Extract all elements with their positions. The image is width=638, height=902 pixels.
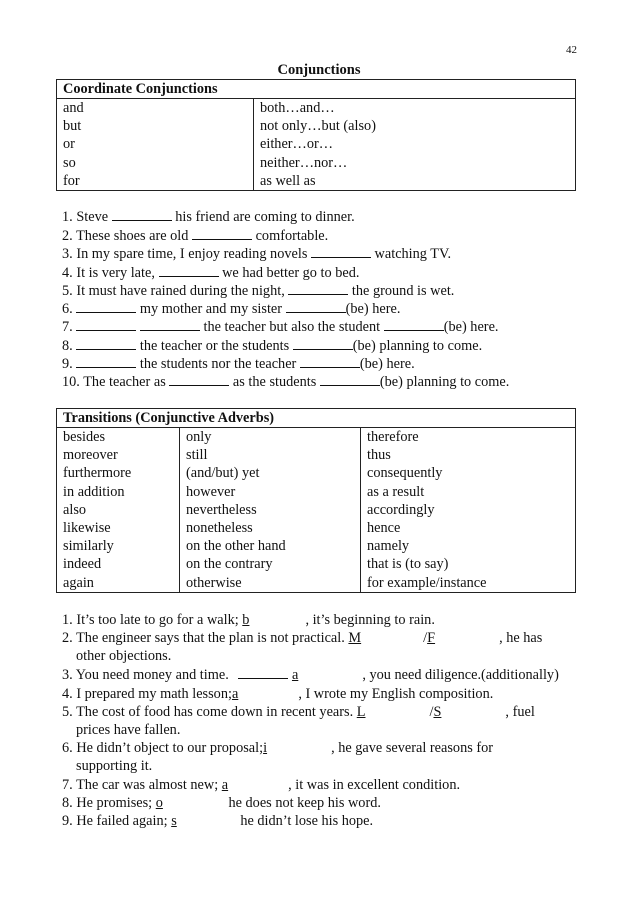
table-cell: either…or…	[254, 135, 576, 153]
hint-letter: S	[433, 704, 505, 720]
exercise-item	[62, 208, 355, 226]
answer-blank[interactable]	[76, 337, 136, 350]
item-text: his friend are coming to dinner.	[175, 209, 355, 225]
item-number: 2.	[62, 228, 73, 244]
table-row	[57, 428, 576, 447]
table-row	[57, 446, 576, 464]
item-text: comfortable.	[255, 228, 329, 244]
answer-blank[interactable]	[76, 318, 136, 331]
item-number: 7.	[62, 319, 73, 335]
table-cell: as well as	[254, 172, 576, 191]
item-text-continued: prices have fallen.	[76, 722, 181, 738]
table-row	[57, 483, 576, 501]
item-text: It must have rained during the night,	[76, 283, 285, 299]
table-cell: in addition	[63, 483, 125, 500]
answer-blank[interactable]	[169, 373, 229, 386]
exercise-item	[62, 282, 454, 300]
item-text: the teacher but also the student	[203, 319, 381, 335]
table-row	[57, 172, 576, 191]
coordinate-conjunctions-table	[56, 79, 576, 191]
item-number: 9.	[62, 356, 73, 372]
answer-blank[interactable]	[384, 318, 444, 331]
answer-blank[interactable]	[435, 630, 499, 642]
item-text: It’s too late to go for a walk;	[76, 612, 239, 628]
item-text: You need money and time.	[75, 667, 229, 683]
item-text: (be) here.	[359, 356, 415, 372]
hint-letter: s	[171, 813, 237, 829]
exercise-item	[62, 355, 415, 373]
table-cell: both…and…	[254, 99, 576, 118]
item-text: The teacher as	[83, 374, 166, 390]
item-text: , he gave several reasons for	[331, 740, 494, 756]
item-number: 3.	[62, 246, 73, 262]
table-cell: again	[63, 574, 94, 591]
table-row	[57, 117, 576, 135]
table-cell: hence	[361, 519, 576, 537]
table-cell: nonetheless	[180, 519, 361, 537]
item-text: , it was in excellent condition.	[288, 777, 461, 793]
exercise-item	[62, 776, 460, 794]
table-cell: however	[180, 483, 361, 501]
item-text: my mother and my sister	[139, 301, 283, 317]
item-text: He didn’t object to our proposal;	[76, 740, 264, 756]
hint-letter: o	[156, 795, 225, 811]
table-cell: but	[63, 118, 82, 135]
exercise-item	[62, 337, 482, 355]
table-cell: also	[63, 501, 87, 518]
table-cell: neither…nor…	[254, 154, 576, 172]
answer-blank[interactable]	[249, 612, 305, 624]
item-text: , it’s beginning to rain.	[305, 612, 435, 628]
item-text: He failed again;	[76, 813, 168, 829]
table-cell: (and/but) yet	[180, 464, 361, 482]
item-text: In my spare time, I enjoy reading novels	[76, 246, 308, 262]
item-text: These shoes are old	[76, 228, 189, 244]
separator: /	[423, 630, 428, 646]
table-row	[57, 519, 576, 537]
item-text: he didn’t lose his hope.	[240, 813, 374, 829]
table-row	[57, 574, 576, 593]
item-text: the students nor the teacher	[139, 356, 297, 372]
table-cell: nevertheless	[180, 501, 361, 519]
table-header: Coordinate Conjunctions	[57, 80, 576, 99]
table-cell: only	[180, 428, 361, 447]
answer-blank[interactable]	[311, 245, 371, 258]
answer-blank[interactable]	[192, 227, 252, 240]
table-row	[57, 464, 576, 482]
exercise-item	[62, 629, 542, 665]
item-text: he does not keep his word.	[228, 795, 381, 811]
item-text: I prepared my math lesson;	[76, 686, 232, 702]
answer-blank[interactable]	[228, 777, 288, 789]
table-cell: besides	[63, 429, 106, 445]
table-cell: consequently	[361, 464, 576, 482]
item-text: (be) planning to come.	[352, 338, 483, 354]
table-row	[57, 537, 576, 555]
table-cell: as a result	[361, 483, 576, 501]
answer-blank[interactable]	[238, 686, 298, 698]
item-text: The cost of food has come down in recent years.	[76, 704, 354, 720]
item-text: , he has	[499, 630, 543, 646]
item-text: as the students	[232, 374, 317, 390]
answer-blank[interactable]	[76, 300, 136, 313]
answer-blank[interactable]	[320, 373, 380, 386]
item-number: 6.	[62, 301, 73, 317]
item-text: the ground is wet.	[351, 283, 455, 299]
item-number: 1.	[62, 209, 73, 225]
item-number: 5.	[62, 283, 73, 299]
exercise-item	[62, 264, 359, 282]
item-number: 5.	[62, 704, 73, 720]
item-number: 7.	[62, 777, 73, 793]
exercise-item	[62, 611, 435, 629]
table-cell: on the other hand	[180, 537, 361, 555]
table-cell: furthermore	[63, 465, 132, 482]
exercise-item	[62, 245, 451, 263]
answer-blank[interactable]	[300, 355, 360, 368]
table-cell: otherwise	[180, 574, 361, 593]
table-cell: therefore	[361, 428, 576, 447]
transitions-table	[56, 408, 576, 593]
table-cell: that is (to say)	[361, 555, 576, 573]
item-number: 10.	[62, 374, 80, 390]
exercise-item	[62, 739, 493, 775]
hint-letter: i	[263, 740, 331, 756]
table-header-row	[57, 80, 576, 99]
hint-letter: M	[348, 630, 423, 646]
answer-blank[interactable]	[140, 318, 200, 331]
table-header-row	[57, 409, 576, 428]
table-cell: still	[180, 446, 361, 464]
answer-blank[interactable]	[267, 740, 331, 752]
exercise-item	[62, 300, 400, 318]
hint-letter: L	[357, 704, 430, 720]
item-number: 2.	[62, 630, 73, 646]
table-row	[57, 135, 576, 153]
table-cell: for	[63, 172, 80, 189]
item-number: 4.	[62, 265, 73, 281]
hint-letter: a	[222, 777, 288, 793]
answer-blank[interactable]	[365, 704, 429, 716]
item-number: 8.	[62, 795, 73, 811]
table-cell: similarly	[63, 538, 114, 555]
answer-blank[interactable]	[298, 667, 362, 679]
exercise-item	[62, 666, 559, 684]
answer-blank[interactable]	[177, 813, 237, 825]
hint-letter: b	[242, 612, 305, 628]
table-cell: namely	[361, 537, 576, 555]
table-cell: accordingly	[361, 501, 576, 519]
item-text: , I wrote my English composition.	[298, 686, 494, 702]
exercise-item	[62, 227, 328, 245]
table-cell: and	[63, 100, 84, 116]
table-cell: not only…but (also)	[254, 117, 576, 135]
table-row	[57, 99, 576, 118]
item-text: (be) here.	[345, 301, 401, 317]
table-row	[57, 154, 576, 172]
item-text: The car was almost new;	[76, 777, 219, 793]
answer-blank[interactable]	[76, 355, 136, 368]
answer-blank[interactable]	[293, 337, 353, 350]
table-header: Transitions (Conjunctive Adverbs)	[57, 409, 576, 428]
table-cell: on the contrary	[180, 555, 361, 573]
exercise-item	[62, 373, 509, 391]
answer-blank[interactable]	[112, 208, 172, 221]
item-text: the teacher or the students	[139, 338, 290, 354]
item-text: , you need diligence.(additionally)	[362, 667, 559, 683]
page-title: Conjunctions	[277, 62, 361, 78]
item-number: 8.	[62, 338, 73, 354]
hint-letter: a	[232, 686, 298, 702]
item-text: Steve	[76, 209, 109, 225]
table-cell: likewise	[63, 520, 111, 537]
exercise-item	[62, 685, 493, 703]
item-number: 1.	[62, 612, 73, 628]
table-cell: or	[63, 136, 75, 153]
item-text: watching TV.	[374, 246, 452, 262]
exercise-item	[62, 794, 381, 812]
item-number: 3.	[62, 667, 73, 683]
exercise-item	[62, 812, 373, 830]
table-cell: thus	[361, 446, 576, 464]
table-cell: for example/instance	[361, 574, 576, 593]
answer-blank[interactable]	[159, 264, 219, 277]
page-number: 42	[566, 44, 577, 56]
item-text: (be) planning to come.	[379, 374, 510, 390]
item-text-continued: other objections.	[76, 648, 172, 664]
item-number: 4.	[62, 686, 73, 702]
answer-blank[interactable]	[163, 795, 225, 807]
hint-letter: a	[292, 667, 362, 683]
answer-blank[interactable]	[361, 630, 423, 642]
table-cell: indeed	[63, 556, 102, 573]
exercise-item	[62, 703, 535, 739]
item-text: The engineer says that the plan is not practical.	[76, 630, 345, 646]
answer-blank[interactable]	[441, 704, 505, 716]
exercise-item	[62, 318, 498, 336]
separator: /	[429, 704, 434, 720]
item-text-continued: supporting it.	[76, 758, 153, 774]
item-text: He promises;	[76, 795, 153, 811]
table-row	[57, 555, 576, 573]
table-cell: moreover	[63, 447, 118, 464]
answer-blank[interactable]	[238, 666, 288, 679]
item-text: we had better go to bed.	[222, 265, 360, 281]
table-cell: so	[63, 154, 76, 171]
item-number: 6.	[62, 740, 73, 756]
item-text: , fuel	[505, 704, 535, 720]
item-number: 9.	[62, 813, 73, 829]
hint-letter: F	[427, 630, 499, 646]
answer-blank[interactable]	[288, 282, 348, 295]
item-text: It is very late,	[76, 265, 155, 281]
item-text: (be) here.	[443, 319, 499, 335]
table-row	[57, 501, 576, 519]
answer-blank[interactable]	[286, 300, 346, 313]
